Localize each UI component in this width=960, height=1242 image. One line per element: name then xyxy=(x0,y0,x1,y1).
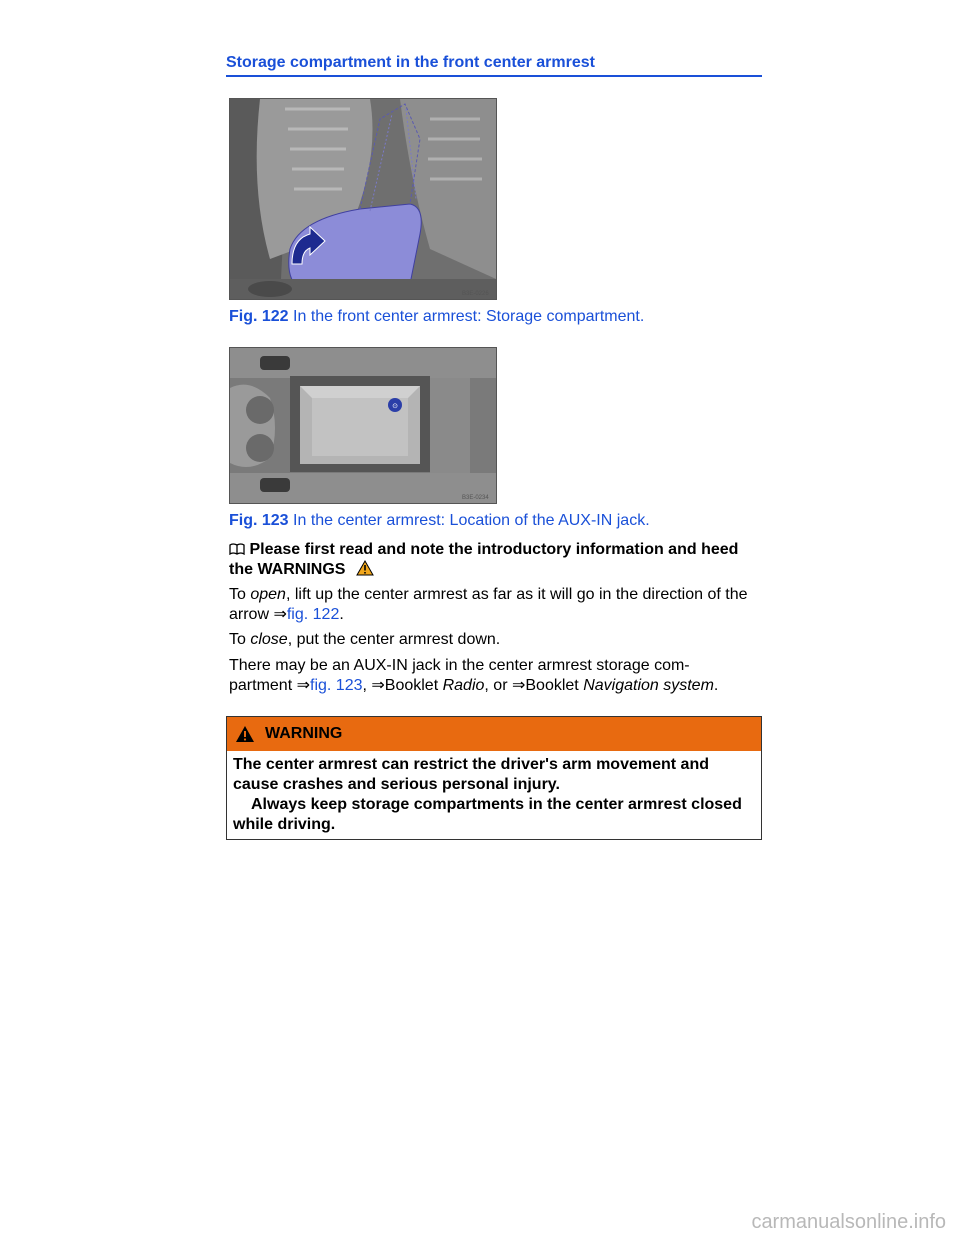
aux-end: . xyxy=(713,677,719,694)
ref-arrow: ⇒ xyxy=(296,677,310,694)
intro-note xyxy=(229,540,749,580)
section-heading: Storage compartment in the front center armrest xyxy=(226,54,762,77)
figure-123-label: Fig. 123 xyxy=(229,512,289,529)
figure-123-caption-text: In the center armrest: Location of the AUX-IN jack. xyxy=(293,512,650,529)
aux-text-1: There may be an AUX-IN jack in the center armrest storage com-partment xyxy=(229,657,690,694)
book-icon xyxy=(229,543,245,555)
warning-box xyxy=(226,716,762,840)
ref-arrow: ⇒ xyxy=(273,606,287,623)
intro-text: Please first read and note the introductory information and heed the WARNINGS xyxy=(229,541,739,578)
open-end: . xyxy=(339,606,344,623)
watermark: carmanualsonline.info xyxy=(751,1211,946,1233)
warning-body xyxy=(227,751,761,839)
fig-122-link[interactable]: fig. 122 xyxy=(286,606,340,623)
booklet-label: Booklet xyxy=(384,677,443,694)
nav-booklet-ref: Navigation system xyxy=(583,677,714,694)
figure-123-code: B3E-0234 xyxy=(462,495,489,501)
close-instruction xyxy=(229,630,763,650)
figure-122-label: Fig. 122 xyxy=(229,308,289,325)
aux-text-2: , xyxy=(362,677,372,694)
svg-text:⊙: ⊙ xyxy=(392,403,398,410)
warning-icon xyxy=(235,725,255,743)
booklet-label: Booklet xyxy=(525,677,584,694)
open-pre: To xyxy=(229,586,251,603)
open-emphasis: open xyxy=(250,586,286,603)
warning-header xyxy=(227,717,761,751)
close-post: , put the center armrest down. xyxy=(287,631,501,648)
aux-jack-note xyxy=(229,656,749,696)
warning-triangle-icon[interactable] xyxy=(356,560,374,576)
warning-text: The center armrest can restrict the driver's arm movement and cause crashes and serious personal injury. xyxy=(233,756,709,793)
aux-text-3: , or xyxy=(484,677,512,694)
close-pre: To xyxy=(229,631,251,648)
open-post: , lift up the center armrest as far as it will go in the direction of the arrow xyxy=(229,586,748,623)
warning-bullet: Always keep storage compartments in the center armrest closed while driving. xyxy=(233,796,742,833)
fig-123-link[interactable]: fig. 123 xyxy=(310,677,363,694)
figure-122-code: B3E-0226 xyxy=(462,291,489,297)
figure-123-illustration xyxy=(229,347,497,504)
ref-arrow: ⇒ xyxy=(511,677,526,694)
figure-122-caption xyxy=(229,308,644,326)
ref-arrow: ⇒ xyxy=(371,677,385,694)
close-emphasis: close xyxy=(250,631,288,648)
open-instruction xyxy=(229,585,763,625)
warning-title: WARNING xyxy=(265,725,343,742)
figure-122-illustration xyxy=(229,98,497,300)
radio-booklet-ref: Radio xyxy=(442,677,485,694)
figure-123-caption xyxy=(229,512,650,530)
figure-122-caption-text: In the front center armrest: Storage compartment. xyxy=(293,308,645,325)
